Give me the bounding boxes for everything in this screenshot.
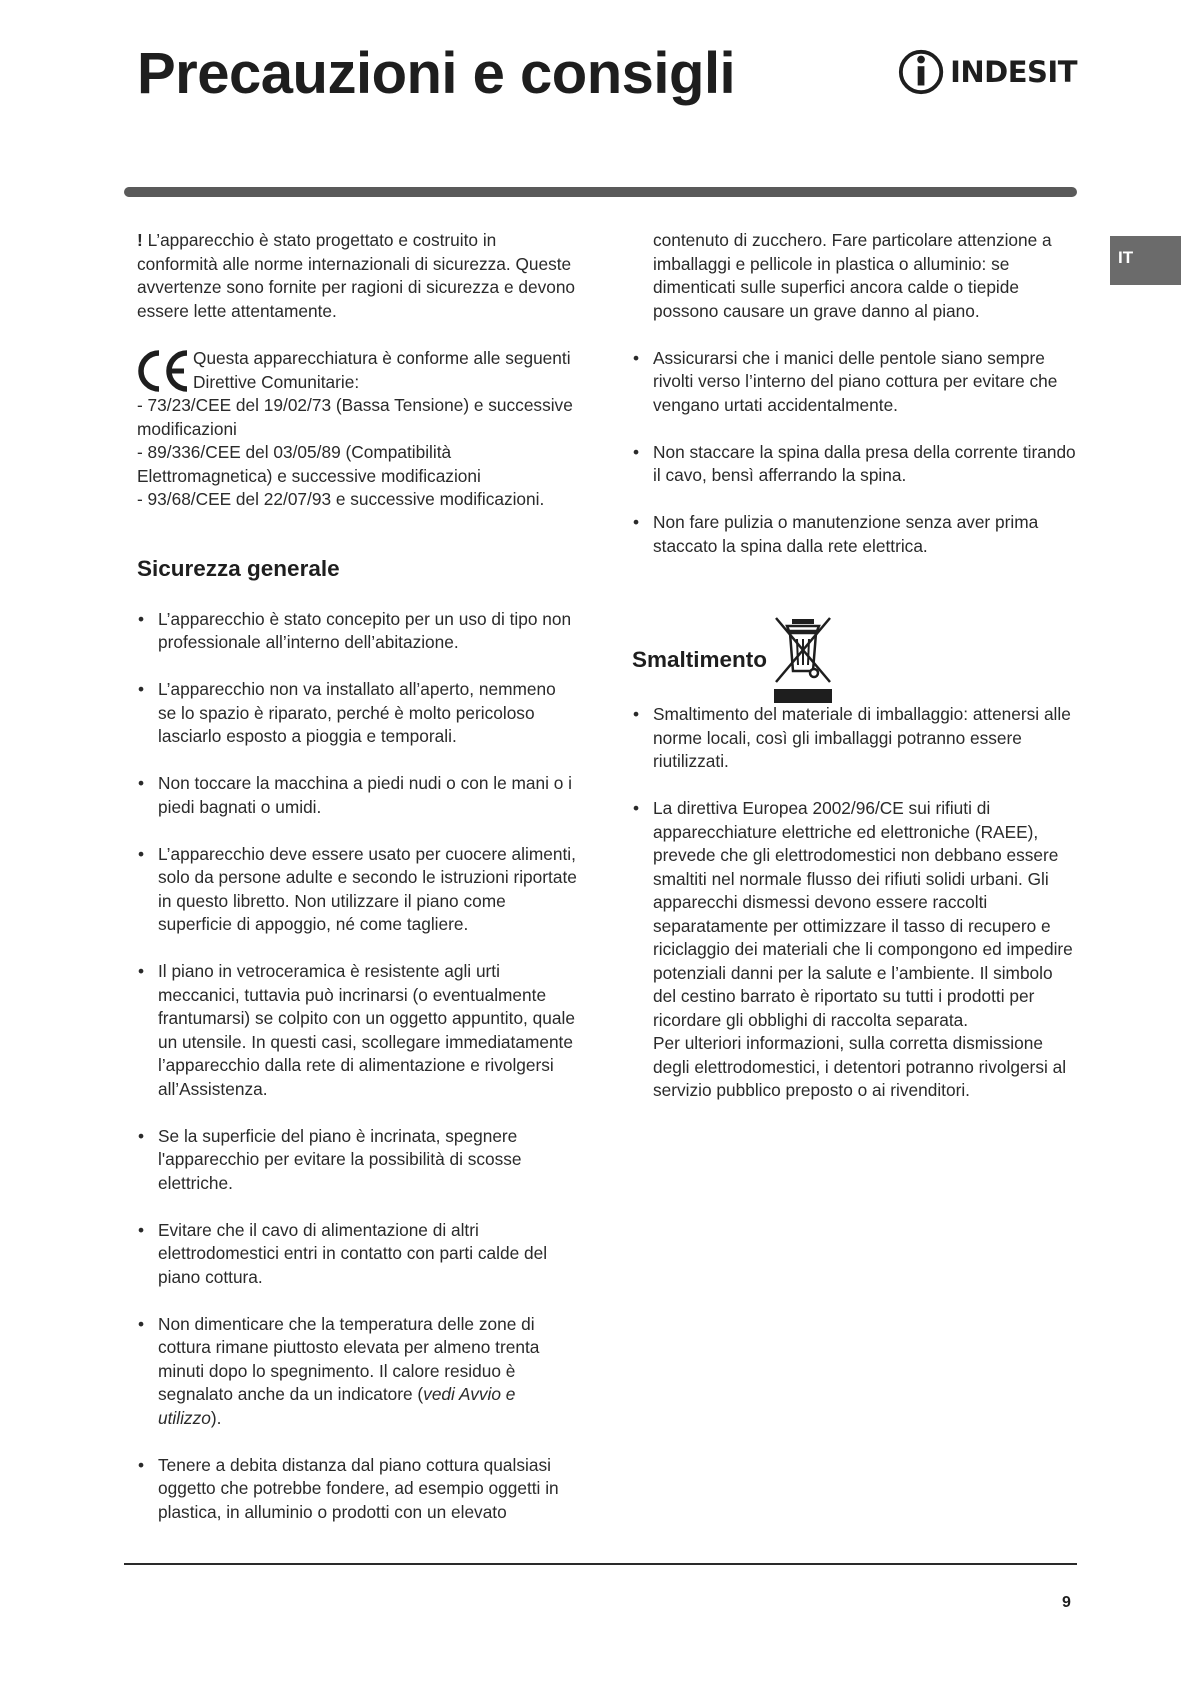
ce-directive-line: - 89/336/CEE del 03/05/89 (Compatibilità Elettromagnetica) e successive modificazioni [137,442,481,486]
list-item: • Non toccare la macchina a piedi nudi o con le mani o i piedi bagnati o umidi. [137,772,577,819]
list-item: • Tenere a debita distanza dal piano cottura qualsiasi oggetto che potrebbe fondere, ad esempio oggetti in plastica, in alluminio o prodotti con un elevato [137,1454,577,1525]
brand-logo [897,44,1077,100]
ce-mark-icon [137,348,193,394]
warning-mark: ! [137,230,143,250]
disposal-list [632,703,1077,1103]
list-item: • Non staccare la spina dalla presa della corrente tirando il cavo, bensì afferrando la spina. [632,441,1077,488]
smaltimento-header [632,615,1077,703]
language-tab: IT [1110,236,1181,285]
list-item: • Assicurarsi che i manici delle pentole siano sempre rivolti verso l’interno del piano cottura per evitare che vengano urtati accidentalmente. [632,347,1077,418]
brand-name: INDESIT [950,55,1077,89]
page-number: 9 [1062,1594,1071,1611]
ce-directive-line: - 93/68/CEE del 22/07/93 e successive modificazioni. [137,489,545,509]
section-heading-smaltimento: Smaltimento [632,647,768,672]
list-item: • Il piano in vetroceramica è resistente agli urti meccanici, tuttavia può incrinarsi (o eventualmente frantumarsi) se colpito con un oggetto appuntito, quale un utensile. In questi casi, scollegare immediatamente l’apparecchio dalla rete di alimentazione e rivolgersi all’Assistenza. [137,960,577,1101]
list-item: • L’apparecchio è stato concepito per un uso di tipo non professionale all’interno dell’abitazione. [137,608,577,655]
page-title: Precauzioni e consigli [137,41,736,106]
intro-text: L’apparecchio è stato progettato e costruito in conformità alle norme internazionali di sicurezza. Queste avvertenze sono fornite per ragioni di sicurezza e devono essere lette attentamente. [137,230,576,321]
header-divider [124,187,1077,197]
safety-list [137,608,577,1525]
list-item: • L’apparecchio deve essere usato per cuocere alimenti, solo da persone adulte e secondo le istruzioni riportate in questo libretto. Non utilizzare il piano come superficie di appoggio, né come tagliere. [137,843,577,937]
section-heading-sicurezza: Sicurezza generale [137,555,340,581]
list-item: • Se la superficie del piano è incrinata, spegnere l'apparecchio per evitare la possibilità di scosse elettriche. [137,1125,577,1196]
ce-heading: Questa apparecchiatura è conforme alle seguenti Direttive Comunitarie: [193,348,571,392]
list-item: • La direttiva Europea 2002/96/CE sui rifiuti di apparecchiature elettriche ed elettroniche (RAEE), prevede che gli elettrodomestici non debbano essere smaltiti nel normale flusso dei rifiuti solidi urbani. Gli apparecchi dismessi devono essere raccolti separatamente per ottimizzare il tasso di recupero e riciclaggio dei materiali che li compongono ed impedire potenziali danni per la salute e l’ambiente. Il simbolo del cestino barrato è riportato su tutti i prodotti per ricordare gli obblighi di raccolta separata. Per ulteriori informazioni, sulla corretta dismissione degli elettrodomestici, i detentori potranno rivolgersi al servizio pubblico preposto o ai rivenditori. [632,797,1077,1103]
list-item: • Non fare pulizia o manutenzione senza aver prima staccato la spina dalla rete elettrica. [632,511,1077,558]
ce-declaration [137,347,577,512]
safety-list-continued [632,347,1077,559]
left-column [137,229,577,1524]
list-item-continuation: contenuto di zucchero. Fare particolare attenzione a imballaggi e pellicole in plastica o alluminio: se dimenticati sulle superfici ancora calde o tiepide possono causare un grave danno al piano. [653,230,1052,321]
right-column [632,229,1077,1103]
list-item: • L’apparecchio non va installato all’aperto, nemmeno se lo spazio è riparato, perché è molto pericoloso lasciarlo esposto a pioggia e temporali. [137,678,577,749]
list-item: • Smaltimento del materiale di imballaggio: attenersi alle norme locali, così gli imballaggi potranno essere riutilizzati. [632,703,1077,774]
list-item: • Evitare che il cavo di alimentazione di altri elettrodomestici entri in contatto con parti calde del piano cottura. [137,1219,577,1290]
more-info-text: Per ulteriori informazioni, sulla corretta dismissione degli elettrodomestici, i detentori potranno rivolgersi al servizio pubblico preposto o ai rivenditori. [653,1033,1067,1100]
cross-reference: vedi Avvio e utilizzo [158,1384,516,1428]
crossed-bin-icon [773,615,833,703]
ce-directive-line: - 73/23/CEE del 19/02/73 (Bassa Tensione) e successive modificazioni [137,395,573,439]
list-item: • Non dimenticare che la temperatura delle zone di cottura rimane piuttosto elevata per almeno trenta minuti dopo lo spegnimento. Il calore residuo è segnalato anche da un indicatore (vedi Avvio e utilizzo). [137,1313,577,1431]
indesit-logo-icon [897,47,945,97]
footer-divider [124,1563,1077,1565]
intro-paragraph [137,229,577,323]
